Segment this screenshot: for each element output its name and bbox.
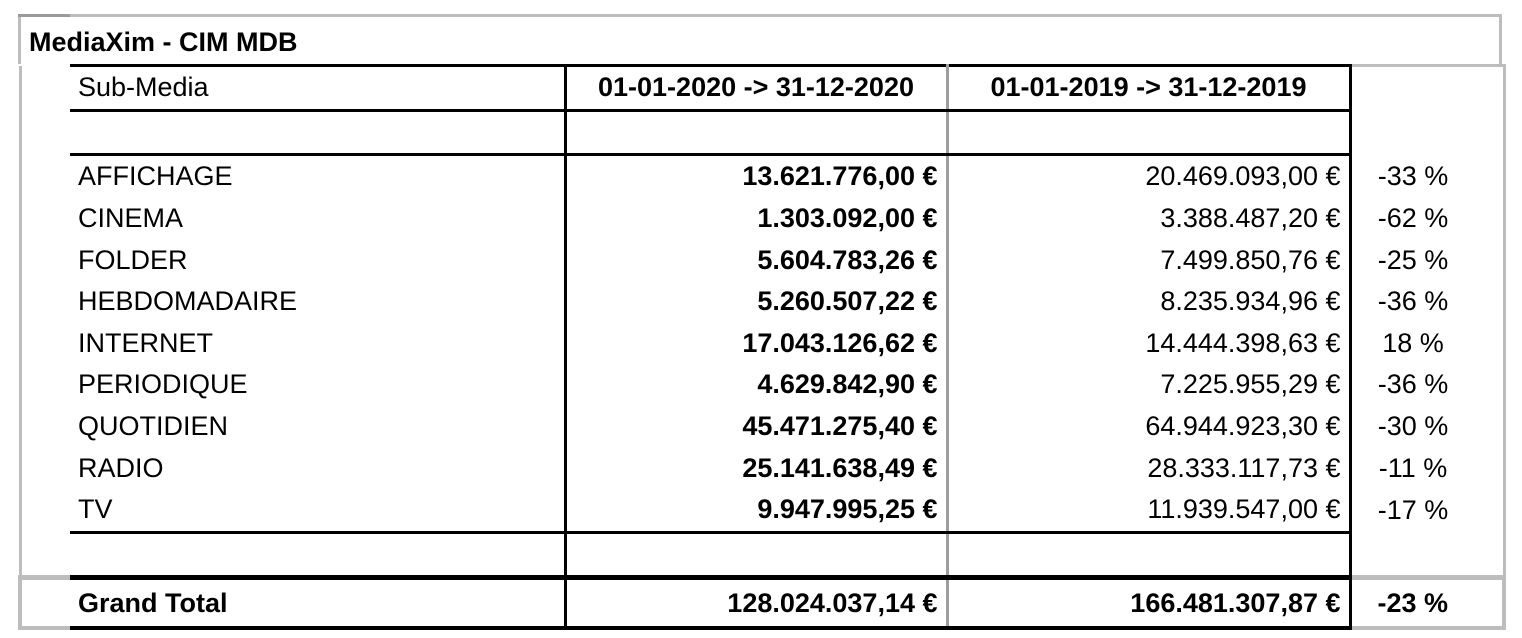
spacer-row <box>20 110 1504 155</box>
sub-media-label: AFFICHAGE <box>78 161 233 192</box>
row-gap-cell <box>20 447 70 489</box>
value-2019: 64.944.923,30 € <box>947 406 1350 448</box>
value-2019: 14.444.398,63 € <box>947 323 1350 365</box>
total-2020: 128.024.037,14 € <box>565 578 947 629</box>
grand-total-row <box>20 578 1504 629</box>
sub-media-label: PERIODIQUE <box>78 369 248 400</box>
sub-media-label: TV <box>70 489 565 532</box>
table-row <box>20 447 1504 489</box>
value-2020: 5.604.783,26 € <box>565 239 947 281</box>
total-gap-cell <box>20 578 70 629</box>
header-sub-media: Sub-Media <box>70 66 565 111</box>
header-period-2019: 01-01-2019 -> 31-12-2019 <box>947 66 1350 111</box>
row-gap-cell <box>20 323 70 365</box>
row-gap-cell <box>20 489 70 532</box>
table-row <box>20 155 1504 198</box>
change-percent: -33 % <box>1350 155 1504 198</box>
value-2019: 20.469.093,00 € <box>947 155 1350 198</box>
value-2020: 45.471.275,40 € <box>565 406 947 448</box>
value-2019: 8.235.934,96 € <box>947 281 1350 323</box>
value-2020: 4.629.842,90 € <box>565 364 947 406</box>
row-gap-cell <box>20 198 70 240</box>
table-row <box>20 239 1504 281</box>
value-2019: 3.388.487,20 € <box>947 198 1350 240</box>
change-percent: -11 % <box>1350 447 1504 489</box>
change-percent: -25 % <box>1350 239 1504 281</box>
sub-media-label: INTERNET <box>78 327 213 358</box>
row-gap-cell <box>20 406 70 448</box>
value-2019: 7.225.955,29 € <box>947 364 1350 406</box>
value-2019: 28.333.117,73 € <box>947 447 1350 489</box>
change-percent: -17 % <box>1350 489 1504 532</box>
table-row <box>20 281 1504 323</box>
header-period-2020: 01-01-2020 -> 31-12-2020 <box>565 66 947 111</box>
value-2020: 9.947.995,25 € <box>565 489 947 532</box>
value-2020: 17.043.126,62 € <box>565 323 947 365</box>
change-percent: -62 % <box>1350 198 1504 240</box>
table-row <box>20 406 1504 448</box>
report-title-box <box>18 14 1502 64</box>
header-change <box>1350 66 1504 111</box>
report-title: MediaXim - CIM MDB <box>29 27 298 57</box>
value-2019: 7.499.850,76 € <box>947 239 1350 281</box>
change-percent: 18 % <box>1350 323 1504 365</box>
sub-media-label: RADIO <box>78 452 164 483</box>
spacer-row <box>20 532 1504 578</box>
value-2020: 1.303.092,00 € <box>565 198 947 240</box>
change-percent: -30 % <box>1350 406 1504 448</box>
table-row <box>20 489 1504 532</box>
row-gap-cell <box>20 155 70 198</box>
total-label: Grand Total <box>70 578 565 629</box>
total-2019: 166.481.307,87 € <box>947 578 1350 629</box>
sub-media-label: CINEMA <box>78 203 184 234</box>
sub-media-label: HEBDOMADAIRE <box>78 286 298 317</box>
sub-media-label: QUOTIDIEN <box>78 411 229 442</box>
total-change: -23 % <box>1350 578 1504 629</box>
table-row <box>20 323 1504 365</box>
header-row <box>20 66 1504 111</box>
media-spend-table <box>18 64 1506 630</box>
sub-media-label: FOLDER <box>78 244 188 275</box>
table-row <box>20 364 1504 406</box>
row-gap-cell <box>20 364 70 406</box>
title-corner-divider <box>18 14 70 17</box>
row-gap-cell <box>20 239 70 281</box>
change-percent: -36 % <box>1350 281 1504 323</box>
row-gap-cell <box>20 281 70 323</box>
value-2020: 5.260.507,22 € <box>565 281 947 323</box>
table-row <box>20 198 1504 240</box>
header-gap-cell <box>20 66 70 111</box>
value-2020: 25.141.638,49 € <box>565 447 947 489</box>
value-2020: 13.621.776,00 € <box>565 155 947 198</box>
value-2019: 11.939.547,00 € <box>947 489 1350 532</box>
change-percent: -36 % <box>1350 364 1504 406</box>
